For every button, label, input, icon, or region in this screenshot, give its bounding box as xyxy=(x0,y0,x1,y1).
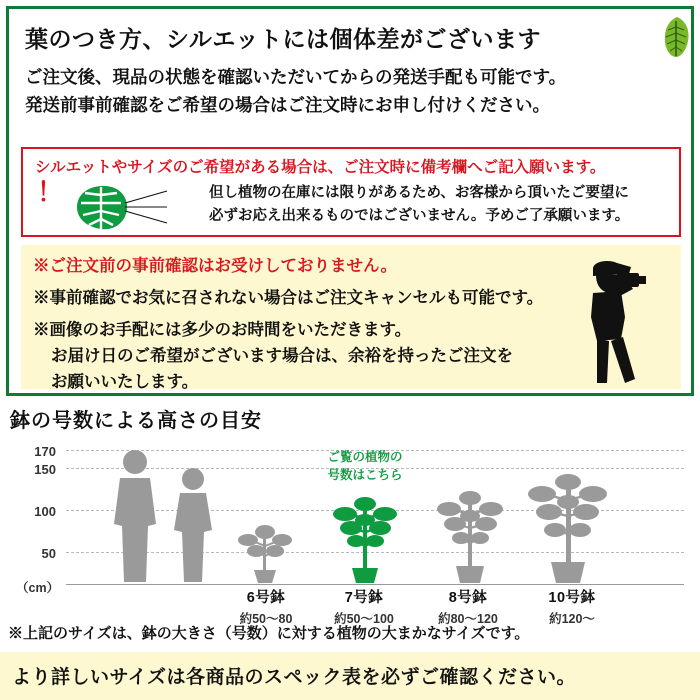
precheck-line-1: ※ご注文前の事前確認はお受けしておりません。 xyxy=(33,257,397,275)
pot-sub-6: 約50〜80 xyxy=(239,612,293,626)
precheck-line-2: ※事前確認でお気に召されない場合はご注文キャンセルも可能です。 xyxy=(33,289,544,307)
precheck-line-3: ※画像のお手配には多少のお時間をいただきます。 xyxy=(33,321,412,339)
pot-sub-10: 約120〜 xyxy=(549,612,595,626)
highlight-callout-line-1: ご覧の植物の xyxy=(327,450,403,464)
request-note-body-line-2: 必ずお応え出来るものではございません。予めご了承願います。 xyxy=(209,208,630,224)
highlight-callout xyxy=(306,448,424,484)
request-note-title: シルエットやサイズのご希望がある場合は、ご注文時に備考欄へご記入願います。 xyxy=(35,159,606,176)
y-tick-150: 150 xyxy=(34,462,56,477)
pot-label-6: 6号鉢 xyxy=(246,590,286,606)
request-note-box xyxy=(21,147,681,237)
page-title: 葉のつき方、シルエットには個体差がございます xyxy=(25,26,541,52)
pot-label-8: 8号鉢 xyxy=(448,590,488,606)
pot-group-8 xyxy=(420,586,516,627)
human-silhouette-150 xyxy=(168,468,218,589)
size-footnote: ※上記のサイズは、鉢の大きさ（号数）に対する植物の大まかなサイズです。 xyxy=(8,625,530,642)
notice-panel xyxy=(6,6,694,396)
leaf-icon xyxy=(657,15,697,59)
pot-sub-7: 約50〜100 xyxy=(334,612,394,626)
photographer-icon xyxy=(563,257,671,385)
pot-label-10: 10号鉢 xyxy=(548,590,596,606)
lead-line-2: 発送前事前確認をご希望の場合はご注文時にお申し付けください。 xyxy=(25,95,550,115)
lead-line-1: ご注文後、現品の状態を確認いただいてからの発送手配も可能です。 xyxy=(25,67,567,87)
footer-message: より詳しいサイズは各商品のスペック表を必ずご確認ください。 xyxy=(12,667,576,688)
plant-silhouette-7-highlighted xyxy=(326,494,404,589)
precheck-line-4: お届け日のご希望がございます場合は、余裕を持ったご注文を xyxy=(51,347,513,365)
plant-silhouette-6 xyxy=(232,520,298,589)
pot-sub-8: 約80〜120 xyxy=(438,612,498,626)
request-note-body-line-1: 但し植物の在庫には限りがあるため、お客様から頂いたご要望に xyxy=(209,185,629,201)
pot-group-7 xyxy=(316,586,412,627)
pot-group-6 xyxy=(218,586,314,627)
highlight-callout-line-2: 号数はこちら xyxy=(327,468,403,482)
plant-silhouette-10 xyxy=(522,470,614,589)
y-tick-170: 170 xyxy=(34,444,56,459)
y-tick-100: 100 xyxy=(34,504,56,519)
pot-label-7: 7号鉢 xyxy=(344,590,384,606)
lead-paragraph xyxy=(25,63,675,119)
exclamation-mark-icon: ！ xyxy=(37,177,64,207)
human-silhouette-170 xyxy=(106,450,164,589)
precheck-line-5: お願いいたします。 xyxy=(51,373,199,391)
pot-group-10 xyxy=(520,586,624,627)
height-guide-chart xyxy=(10,436,690,626)
precheck-note-box xyxy=(21,245,681,389)
plant-silhouette-8 xyxy=(430,488,510,589)
y-axis-unit: （cm） xyxy=(16,581,60,595)
monstera-icon xyxy=(57,177,169,235)
y-tick-50: 50 xyxy=(41,546,56,561)
chart-title: 鉢の号数による高さの目安 xyxy=(10,410,262,432)
request-note-body xyxy=(209,182,673,228)
